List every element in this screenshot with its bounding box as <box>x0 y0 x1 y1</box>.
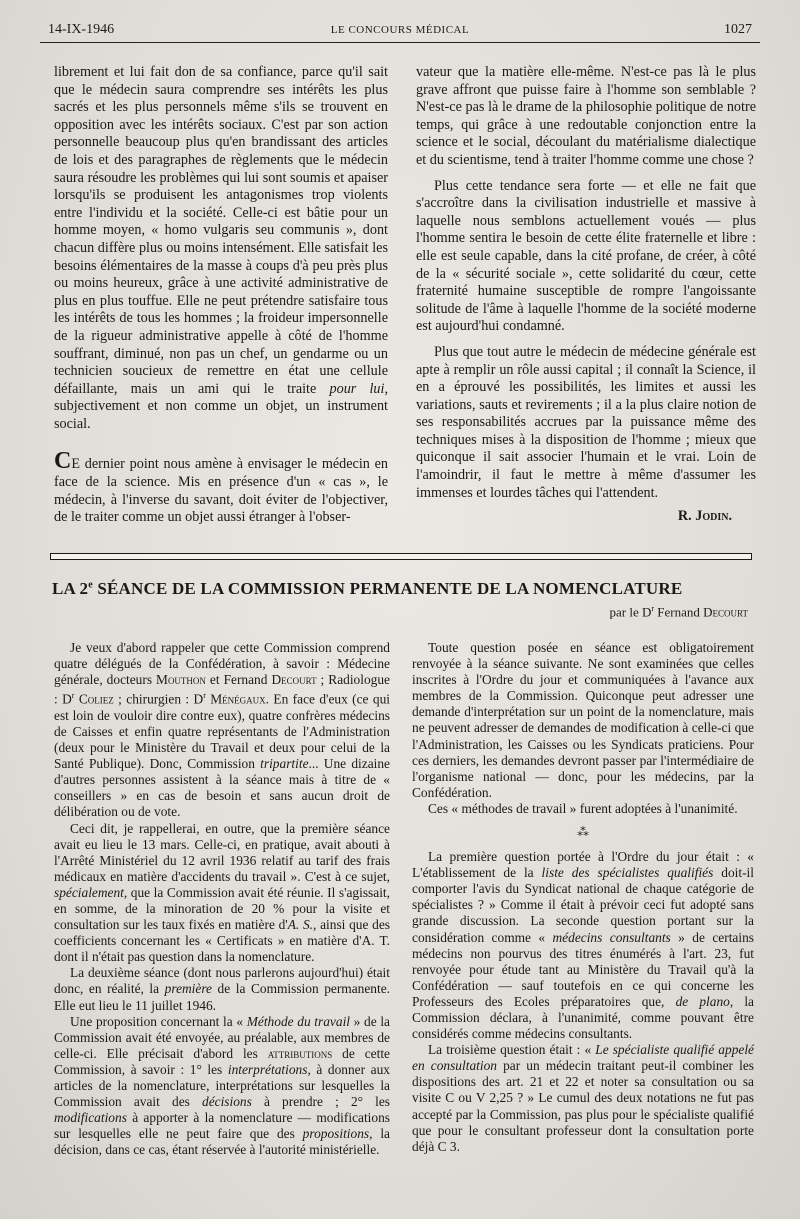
text: La deuxième séance (dont nous parlerons aujourd'hui) était donc, en réalité, la <box>54 965 390 997</box>
text: , que la Commission avait été réunie. Il s'agissait, en somme, de la minoration de 20 % pour la visite et consultation sur les taux fixés en matière d' <box>54 884 390 933</box>
text: dernier point nous amène à envisager le médecin en face de la science. Mis en présence d'un « cas », le médecin, à l'inverse du savant, doit éviter de l'objectiver, de le traiter comme un objet aussi étranger à l'obser- <box>54 456 388 526</box>
text: et Fernand <box>205 672 272 688</box>
article1-right-column <box>416 64 756 526</box>
text: Une proposition concernant la « <box>70 1013 247 1029</box>
journal-title: LE CONCOURS MÉDICAL <box>330 24 470 36</box>
emphasis: Méthode du travail <box>246 1013 351 1029</box>
text: de la Commission permanente. Elle eut lieu le 11 juillet 1946. <box>54 981 390 1013</box>
running-header <box>40 18 760 43</box>
emphasis: première <box>164 981 213 997</box>
section-divider <box>50 553 752 560</box>
text: à apporter à la nomenclature — modifications sur lesquelles elle ne peut faire que des <box>54 1110 390 1142</box>
text: Je veux d'abord rappeler que cette Commission comprend quatre délégués de la Confédération, à savoir : Médecine générale, docteurs <box>54 640 390 688</box>
superscript: r <box>203 691 206 701</box>
text: , à donner aux articles de la nomenclature, interprétations sur lesquelles la Commission avait des <box>54 1061 390 1110</box>
text: , ainsi que des coefficients concernant les « Certificats » en matière d'A. T. dont il n'était pas question dans la nomenclature. <box>54 917 390 965</box>
drop-cap: C <box>54 448 72 475</box>
text: » de la Commission avait été envoyée, au préalable, aux membres de celle-ci. Elle précisait d'abord les <box>54 1013 391 1061</box>
text: par le D <box>609 604 652 620</box>
emphasis: modifications <box>54 1110 127 1126</box>
paragraph: Toute question posée en séance est obligatoirement renvoyée à la séance suivante. Ne sont examinées que celles inscrites à l'Ordre du jour et communiquées à l'avance aux membres de la Commission. Quiconque peut adresser une demande d'interprétation sur un point de la nomenclature, mais ne peuvent adresser de demandes de modification à celle-ci que l'Administration, les Caisses ou les Syndicats praticiens. Pour ces derniers, les demandes devront passer par l'intermédiaire de l'organisme national — donc, pour les médecins, par la Confédération. <box>412 640 754 800</box>
text: librement et lui fait don de sa confiance, parce qu'il sait que le médecin saura comprendre ses intérêts les plus sacrés et les plus personnels même s'ils se trouvent en opposition avec les intérêts sociaux. C'est par son action personnelle beaucoup plus qu'en brandissant des articles de lois et des paragraphes de règlements que le médecin saura résoudre les problèmes qui lui sont soumis et apaiser lorsqu'ils se produisent les antagonismes trop violents entre l'individu et la société. Celle-ci est bâtie pour un homme moyen, « homo vulgaris seu communis », dont chacun diffère plus ou moins intensément. Elle satisfait les besoins élémentaires de la masse à coups d'à peu près plus ou moins heureux, grâce à une activité administrative de plus en plus touffue. Elle ne peut prétendre satisfaire tous les intérêts de tous les hommes ; la froideur impersonnelle de la rigueur administrative appelle à côté de l'homme souffrant, diminué, non pas un chef, un gendarme ou un technicien soucieux de remettre en état une cellule défaillante, mais un ami qui le traite <box>54 64 388 397</box>
paragraph <box>412 1042 754 1155</box>
article2-right-column <box>412 640 754 1155</box>
text: à prendre ; 2° les <box>251 1094 390 1110</box>
text: Ceci dit, je rappellerai, en outre, que la première séance avait eu lieu le 13 mars. Celle-ci, en pratique, avait abouti à l'Arrêté Ministériel du 12 avril 1936 relatif au tarif des frais médicaux en matière d'accidents du travail ». C'est à ce sujet, <box>54 820 390 884</box>
article2-left-column <box>54 640 390 1158</box>
text: La troisième question était : « <box>428 1042 596 1058</box>
text: , subjectivement et non comme un objet, un instrument social. <box>54 380 389 432</box>
asterism-divider: ⁂ <box>577 825 589 840</box>
emphasis: interprétations <box>227 1061 308 1077</box>
emphasis: propositions <box>302 1126 370 1142</box>
person-name: Ménégaux <box>205 691 266 707</box>
text: ; Radiologue : D <box>54 672 390 707</box>
emphasis: de plano <box>675 993 730 1009</box>
paragraph: Ces « méthodes de travail » furent adoptées à l'unanimité. <box>428 800 738 816</box>
byline <box>609 604 748 620</box>
issue-date: 14-IX-1946 <box>48 22 115 37</box>
person-name: Decourt <box>271 672 317 688</box>
text: SÉANCE DE LA COMMISSION PERMANENTE DE LA NOMENCLATURE <box>92 579 683 598</box>
paragraph: Plus cette tendance sera forte — et elle ne fait que s'accroître dans la civilisation industrielle et massive à laquelle nous semblons actuellement voués — plus l'homme sentira le besoin de cette élite fraternelle et libre : elle est seule capable, dans la cité profane, de créer, à côté de la « sécurité sociale », cette solidarité du cœur, cette fraternité humaine susceptible de rompre l'angoissante solitude de l'âme à laquelle l'homme de la société moderne est aujourd'hui condamné. <box>416 177 756 335</box>
page-number: 1027 <box>724 22 752 37</box>
text: LA 2 <box>52 579 89 598</box>
text: » de certains médecins non pourvus des titres énumérés à l'art. 23, fut renvoyée pour étude tant au Ministère du Travail qu'à la Confédération — sauf toutefois en ce qui concerne les Professeurs des Ecoles préparatoires que, <box>412 929 754 1009</box>
emphasis: Le spécialiste qualifié appelé en consultation <box>412 1042 754 1074</box>
paragraph <box>54 1014 390 1159</box>
emphasis: médecins consultants <box>552 929 671 945</box>
emphasis: décisions <box>202 1094 252 1110</box>
paragraph: Plus que tout autre le médecin de médecine générale est apte à remplir un rôle aussi capital ; il connaît la Science, il en a éprouvé les possibilités, les limites et aussi les variations, sauts et revirements ; il a la plus claire notion de ses responsabilités accrues par la puissance même des techniques mises à la disposition de l'homme ; mieux que quiconque il sait associer l'humain et le vrai. Loin de l'amoindrir, il faut le mettre à même d'assumer les immenses et lourdes tâches qui l'attendent. <box>416 343 756 501</box>
paragraph <box>54 965 390 1013</box>
small-caps: attributions <box>267 1045 333 1061</box>
paragraph <box>54 64 388 433</box>
author-name: Decourt <box>703 604 748 620</box>
text: La première question portée à l'Ordre du jour était : « L'établissement de la <box>412 849 754 881</box>
emphasis: A. S. <box>287 917 314 933</box>
text: par un médecin traitant peut-il combiner les dispositions des art. 21 et 22 et noter sa consultation ou sa visite C ou V 2,25 ? » Le cumul des deux notations ne fut pas accepté par la Commission, pas plus pour le spécialiste qualifié que pour le consultant professeur dont la consultation porte déjà C 3. <box>412 1058 754 1154</box>
person-name: Mouthon <box>156 672 206 688</box>
person-name: Coliez <box>74 691 114 707</box>
superscript: r <box>651 604 655 613</box>
text: , la Commission déclara, à l'unanimité, comme pouvant être considérés comme médecins consultants. <box>412 993 754 1042</box>
author-signature: R. Jodin. <box>677 508 732 525</box>
paragraph <box>412 849 754 1042</box>
emphasis: tripartite <box>260 756 309 772</box>
text: doit-il comporter l'avis du Syndicat national de chaque catégorie de spécialistes ? » Comme il était à prévoir ceci fut adopté sans grande discussion. La seconde question portant sur la considération comme « <box>412 865 754 945</box>
paragraph: vateur que la matière elle-même. N'est-ce pas là le plus grave affront que puisse faire à l'homme son semblable ? N'est-ce pas là le drame de la philosophie politique de notre temps, qui grâce à une redoutable conjonction entre la science et le social, découlant du matérialisme dialectique et du scientisme, tend à traiter l'homme comme une chose ? <box>416 64 756 168</box>
text: ... Une dizaine d'autres personnes assistent à la séance mais à titre de « conseillers » en cas de besoin et sans aucun droit de délibération ou de vote. <box>54 756 390 820</box>
emphasis: spécialement <box>54 884 124 900</box>
superscript: r <box>71 691 75 701</box>
text: Fernand <box>654 604 704 620</box>
paragraph <box>54 640 390 821</box>
text: de cette Commission, à savoir : 1° les <box>54 1045 391 1077</box>
paragraph <box>54 821 390 966</box>
text: . En face d'eux (ce qui est loin de vouloir dire contre eux), quatre confrères médecins de Caisses et enfin quatre représentants de l'Administration (deux pour le Ministère du Travail et deux pour celui de la Santé Publique). Donc, Commission <box>54 691 390 772</box>
emphasis: liste des spécialistes qualifiés <box>541 865 714 881</box>
article-title <box>52 579 752 599</box>
emphasis: pour lui <box>329 380 385 397</box>
text: , la décision, dans ce cas, étant réservée à l'autorité ministérielle. <box>54 1126 390 1158</box>
paragraph <box>54 449 388 526</box>
text: ; chirurgien : D <box>113 691 204 707</box>
small-caps: E <box>71 456 81 473</box>
superscript: e <box>88 579 93 591</box>
article1-left-column <box>54 64 388 527</box>
